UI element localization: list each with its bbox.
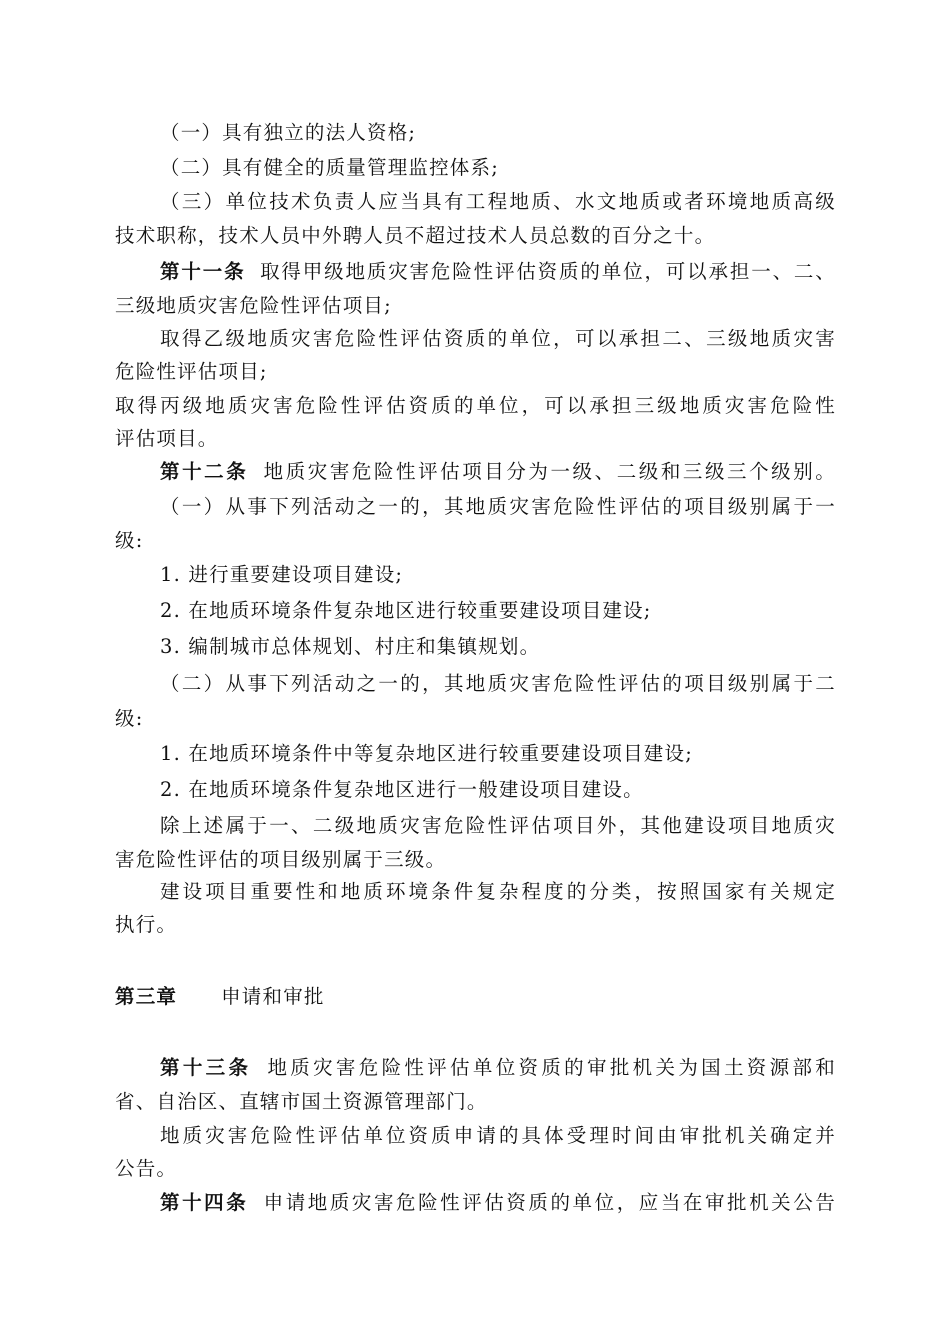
level-2-item-1: 1. 在地质环境条件中等复杂地区进行较重要建设项目建设;	[160, 742, 693, 765]
article-13-para-2-cont: 公告。	[115, 1157, 178, 1180]
article-11-para-2-cont: 危险性评估项目;	[115, 360, 268, 383]
article-12-level-1: （一）从事下列活动之一的，其地质灾害危险性评估的项目级别属于一	[160, 495, 836, 518]
level-1-item-1: 1. 进行重要建设项目建设;	[160, 563, 404, 586]
article-13-para-2: 地质灾害危险性评估单位资质申请的具体受理时间由审批机关确定并	[160, 1124, 836, 1147]
article-11	[160, 257, 836, 287]
article-12-classification-cont: 执行。	[115, 913, 178, 936]
article-14-heading: 第十四条	[160, 1191, 249, 1214]
chapter-3-heading: 第三章	[115, 985, 178, 1008]
article-11-para-3-cont: 评估项目。	[115, 427, 219, 450]
article-12-text: 地质灾害危险性评估项目分为一级、二级和三级三个级别。	[262, 460, 836, 483]
article-11-cont: 三级地质灾害危险性评估项目;	[115, 294, 392, 317]
clause-3-cont: 技术职称，技术人员中外聘人员不超过技术人员总数的百分之十。	[115, 224, 716, 247]
chapter-3-title	[115, 982, 325, 1012]
clause-1: （一）具有独立的法人资格;	[160, 121, 417, 144]
chapter-3-name: 申请和审批	[221, 985, 325, 1008]
article-12	[160, 457, 836, 487]
article-12-level-3: 除上述属于一、二级地质灾害危险性评估项目外，其他建设项目地质灾	[160, 814, 836, 837]
level-2-item-2: 2. 在地质环境条件复杂地区进行一般建设项目建设。	[160, 778, 644, 801]
article-11-para-2: 取得乙级地质灾害危险性评估资质的单位，可以承担二、三级地质灾害	[160, 327, 836, 350]
article-13-text: 地质灾害危险性评估单位资质的审批机关为国土资源部和	[265, 1056, 836, 1079]
article-12-level-1-cont: 级:	[115, 529, 144, 552]
article-12-level-3-cont: 害危险性评估的项目级别属于三级。	[115, 848, 447, 871]
article-11-text: 取得甲级地质灾害危险性评估资质的单位，可以承担一、二、	[259, 260, 836, 283]
article-12-level-2: （二）从事下列活动之一的，其地质灾害危险性评估的项目级别属于二	[160, 672, 836, 695]
article-14	[160, 1188, 836, 1218]
article-13-heading: 第十三条	[160, 1056, 252, 1079]
article-12-level-2-cont: 级:	[115, 707, 144, 730]
level-1-item-2: 2. 在地质环境条件复杂地区进行较重要建设项目建设;	[160, 599, 652, 622]
article-11-para-3: 取得丙级地质灾害危险性评估资质的单位，可以承担三级地质灾害危险性	[115, 394, 836, 417]
article-12-heading: 第十二条	[160, 460, 249, 483]
article-13	[160, 1053, 836, 1083]
clause-2: （二）具有健全的质量管理监控体系;	[160, 156, 499, 179]
article-11-heading: 第十一条	[160, 260, 246, 283]
article-13-cont: 省、自治区、直辖市国土资源管理部门。	[115, 1090, 488, 1113]
article-14-text: 申请地质灾害危险性评估资质的单位，应当在审批机关公告	[262, 1191, 836, 1214]
level-1-item-3: 3. 编制城市总体规划、村庄和集镇规划。	[160, 635, 541, 658]
clause-3: （三）单位技术负责人应当具有工程地质、水文地质或者环境地质高级	[160, 190, 836, 213]
article-12-classification: 建设项目重要性和地质环境条件复杂程度的分类，按照国家有关规定	[160, 880, 836, 903]
